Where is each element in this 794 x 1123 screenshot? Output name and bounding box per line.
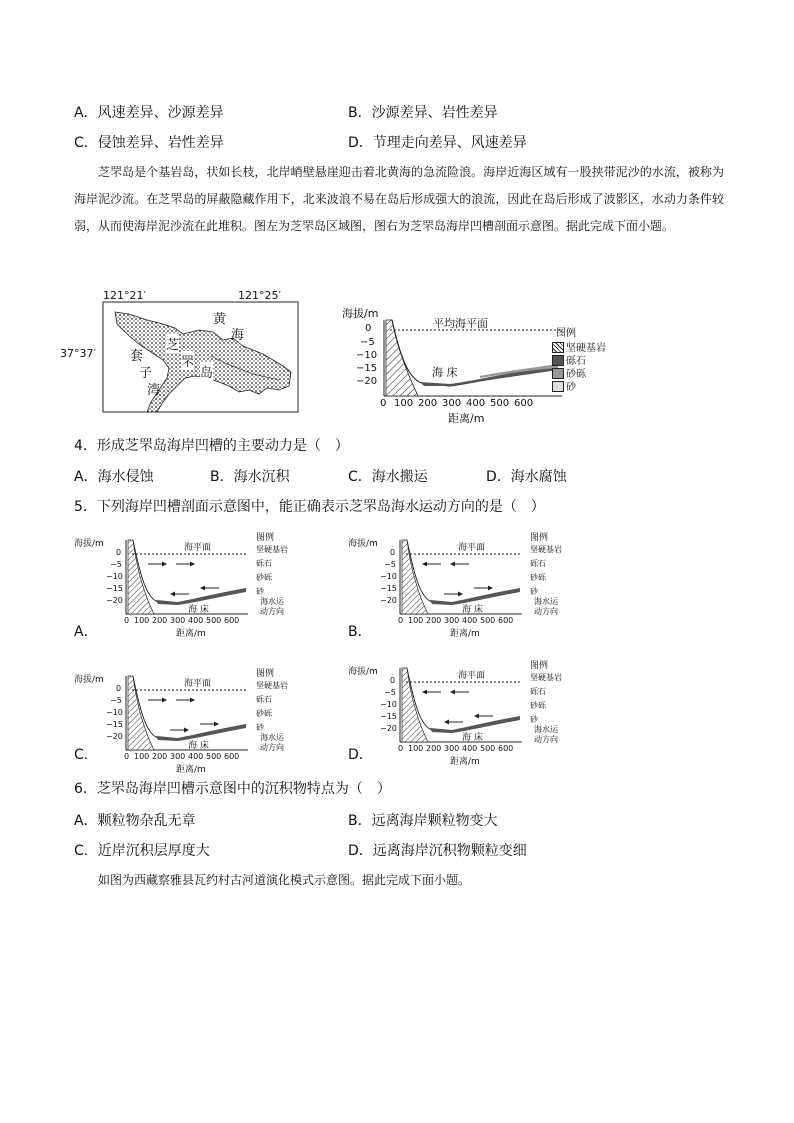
mini-xtick-5: 500 [206,616,222,625]
mini-ytick-2: −10 [106,572,123,581]
mini-ytick-3: −15 [380,584,397,593]
q4-option-b: B．海水沉积 [210,469,290,485]
q5-diagram-b [348,532,562,639]
mini-legend-title: 图例 [256,533,275,543]
mini-legend-arrow-1: 海水运 [260,733,284,742]
xtick-6: 600 [514,398,534,409]
mini-xtick-3: 300 [170,616,186,625]
map-sea-2: 海 [231,328,245,343]
mini-xtick-2: 200 [426,616,442,625]
mini-xtick-2: 200 [152,616,168,625]
mini-ytick-0: 0 [390,676,396,685]
map-bay-2: 子 [139,366,153,381]
mini-legend-arrow-2: 动方向 [534,607,558,616]
map-lon-1: 121°21′ [103,289,146,302]
mini-legend-sandgravel: 砂砾 [256,573,272,582]
q5-option-d: D． [348,747,373,763]
mini-ytick-4: −20 [380,596,397,605]
ytick-4: −20 [356,376,378,387]
mini-ylabel: 海拔/m [348,667,378,677]
mini-ytick-1: −5 [110,696,122,705]
mini-legend-title: 图例 [530,533,549,543]
mini-legend-title: 图例 [530,661,549,671]
mini-xtick-1: 100 [408,616,424,625]
xtick-1: 100 [394,398,414,409]
q5-diagram-c [74,668,288,775]
mini-seabed: 海 床 [188,605,209,615]
mini-xtick-6: 600 [498,744,514,753]
q5-stem: 5．下列海岸凹槽剖面示意图中，能正确表示芝罘岛海水运动方向的是（ ） [74,499,545,515]
mini-legend-arrow-2: 动方向 [260,743,284,752]
mini-ylabel: 海拔/m [74,539,104,549]
legend-title: 图例 [556,328,576,339]
mini-ytick-2: −10 [106,708,123,717]
mini-xtick-5: 500 [480,616,496,625]
mini-ytick-4: −20 [106,732,123,741]
mini-xlabel: 距离/m [450,629,480,639]
passage-chaya: 如图为西藏察雅县瓦约村古河道演化模式示意图。据此完成下面小题。 [98,873,471,887]
mini-xtick-4: 400 [462,744,478,753]
q4-option-d: D．海水腐蚀 [486,469,567,485]
mini-legend-sand: 砂 [256,587,264,596]
mini-xtick-2: 200 [426,744,442,753]
profile-xlabel: 距离/m [448,412,485,425]
mini-seabed: 海 床 [188,741,209,751]
map-island-1: 芝 [166,334,179,353]
ytick-3: −15 [356,363,378,374]
mini-xtick-2: 200 [152,752,168,761]
mini-legend-rock: 坚硬基岩 [530,673,562,682]
legend-sand-swatch [552,381,564,392]
legend-sand: 砂 [566,382,576,393]
q3-option-a: A．风速差异、沙源差异 [74,105,224,121]
q4-option-c: C．海水搬运 [348,469,428,485]
mini-ytick-0: 0 [390,548,396,557]
q3-option-c: C．侵蚀差异、岩性差异 [74,135,224,151]
q6-option-a: A．颗粒物杂乱无章 [74,813,196,829]
mini-sea-level: 海平面 [458,671,486,681]
map-sea-1: 黄 [213,312,227,327]
mini-xtick-1: 100 [134,616,150,625]
mini-legend-arrow-1: 海水运 [534,597,558,606]
mini-xtick-3: 300 [444,616,460,625]
mini-legend-gravel: 砾石 [256,695,272,704]
mini-legend-sand: 砂 [256,723,264,732]
legend-gravel: 砾石 [566,356,586,367]
mini-sea-level: 海平面 [184,679,212,689]
q6-option-d: D．远离海岸沉积物颗粒变细 [348,843,527,859]
mini-xtick-5: 500 [480,744,496,753]
mini-xtick-6: 600 [224,616,240,625]
q6-option-b: B．远离海岸颗粒物变大 [348,813,498,829]
q3-option-b: B．沙源差异、岩性差异 [348,105,498,121]
mini-xtick-0: 0 [398,616,404,625]
q4-option-a: A．海水侵蚀 [74,469,154,485]
mini-ytick-4: −20 [380,724,397,733]
mini-legend-sandgravel: 砂砾 [256,709,272,718]
mini-ytick-3: −15 [380,712,397,721]
ytick-0: 0 [365,323,372,334]
legend-rock-swatch [552,342,564,353]
ytick-2: −10 [356,350,378,361]
map-lat: 37°37′ [60,347,96,360]
mini-legend-sandgravel: 砂砾 [530,573,546,582]
mini-xtick-1: 100 [408,744,424,753]
passage-zhifu: 芝罘岛是个基岩岛，状如长枝，北岸峭壁悬崖迎击着北黄海的急流险浪。海岸近海区域有一股挟带泥沙的水流，被称为海岸泥沙流。在芝罘岛的屏蔽隐藏作用下，北来波浪不易在岛后形成强大的浪流，因此在岛后形成了波影区，水动力条件较弱，从而使海岸泥沙流在此堆积。图左为芝罘岛区域图，图右为芝罘岛海岸凹槽剖面示意图。据此完成下面小题。 [74,165,724,233]
mini-ylabel: 海拔/m [74,675,104,685]
xtick-5: 500 [490,398,510,409]
mini-legend-arrow-2: 动方向 [260,607,284,616]
mini-sea-level: 海平面 [184,543,212,553]
mini-xtick-3: 300 [170,752,186,761]
mini-seabed: 海 床 [462,733,483,743]
q5-option-b: B． [348,624,372,640]
mini-ylabel: 海拔/m [348,539,378,549]
mini-xlabel: 距离/m [176,629,206,639]
xtick-3: 300 [442,398,462,409]
map-lon-2: 121°25′ [238,289,281,302]
q5-option-a: A． [74,624,98,640]
xtick-0: 0 [380,398,387,409]
map-bay-3: 湾 [147,383,161,398]
mini-xlabel: 距离/m [450,757,480,767]
mini-xlabel: 距离/m [176,765,206,775]
mini-xtick-4: 400 [462,616,478,625]
legend-gravel-swatch [552,355,564,366]
mini-legend-sand: 砂 [530,587,538,596]
q6-stem: 6．芝罘岛海岸凹槽示意图中的沉积物特点为（ ） [74,781,391,797]
map-island-2: 罘 [181,351,194,370]
mini-ytick-0: 0 [116,548,122,557]
legend-sandgravel: 砂砾 [566,369,586,380]
mini-xtick-0: 0 [124,752,130,761]
q4-stem: 4．形成芝罘岛海岸凹槽的主要动力是（ ） [74,438,349,454]
mini-legend-arrow-2: 动方向 [534,735,558,744]
mini-ytick-3: −15 [106,720,123,729]
q5-diagram-a [74,532,288,639]
mini-ytick-2: −10 [380,700,397,709]
mini-legend-sandgravel: 砂砾 [530,701,546,710]
q5-diagram-d [348,660,562,767]
q5-option-c: C． [74,747,98,763]
mini-ytick-2: −10 [380,572,397,581]
mini-xtick-3: 300 [444,744,460,753]
mini-ytick-1: −5 [384,560,396,569]
mini-legend-arrow-1: 海水运 [534,725,558,734]
xtick-2: 200 [418,398,438,409]
mini-xtick-0: 0 [398,744,404,753]
mini-legend-sand: 砂 [530,715,538,724]
mini-ytick-0: 0 [116,684,122,693]
profile-ylabel: 海拔/m [342,307,379,320]
mini-legend-gravel: 砾石 [530,687,546,696]
mini-legend-arrow-1: 海水运 [260,597,284,606]
q6-option-c: C．近岸沉积层厚度大 [74,843,210,859]
mini-xtick-6: 600 [498,616,514,625]
mini-xtick-5: 500 [206,752,222,761]
xtick-4: 400 [466,398,486,409]
mini-sea-level: 海平面 [458,543,486,553]
mini-ytick-4: −20 [106,596,123,605]
ytick-1: −5 [360,337,375,348]
mini-ytick-1: −5 [110,560,122,569]
mini-xtick-1: 100 [134,752,150,761]
mini-legend-rock: 坚硬基岩 [256,681,288,690]
legend-sandgravel-swatch [552,368,564,379]
mini-xtick-4: 400 [188,616,204,625]
legend-rock: 坚硬基岩 [566,343,606,354]
mini-legend-title: 图例 [256,669,275,679]
mini-xtick-0: 0 [124,616,130,625]
mini-legend-gravel: 砾石 [530,559,546,568]
profile-seabed: 海 床 [432,366,458,379]
q3-option-d: D．节理走向差异、风速差异 [348,135,527,151]
map-island-3: 岛 [200,362,213,381]
mini-ytick-3: −15 [106,584,123,593]
profile-sea-level: 平均海平面 [433,317,488,330]
mini-xtick-6: 600 [224,752,240,761]
mini-seabed: 海 床 [462,605,483,615]
mini-xtick-4: 400 [188,752,204,761]
mini-legend-gravel: 砾石 [256,559,272,568]
map-bay-1: 套 [130,349,144,364]
mini-ytick-1: −5 [384,688,396,697]
mini-legend-rock: 坚硬基岩 [256,545,288,554]
mini-legend-rock: 坚硬基岩 [530,545,562,554]
